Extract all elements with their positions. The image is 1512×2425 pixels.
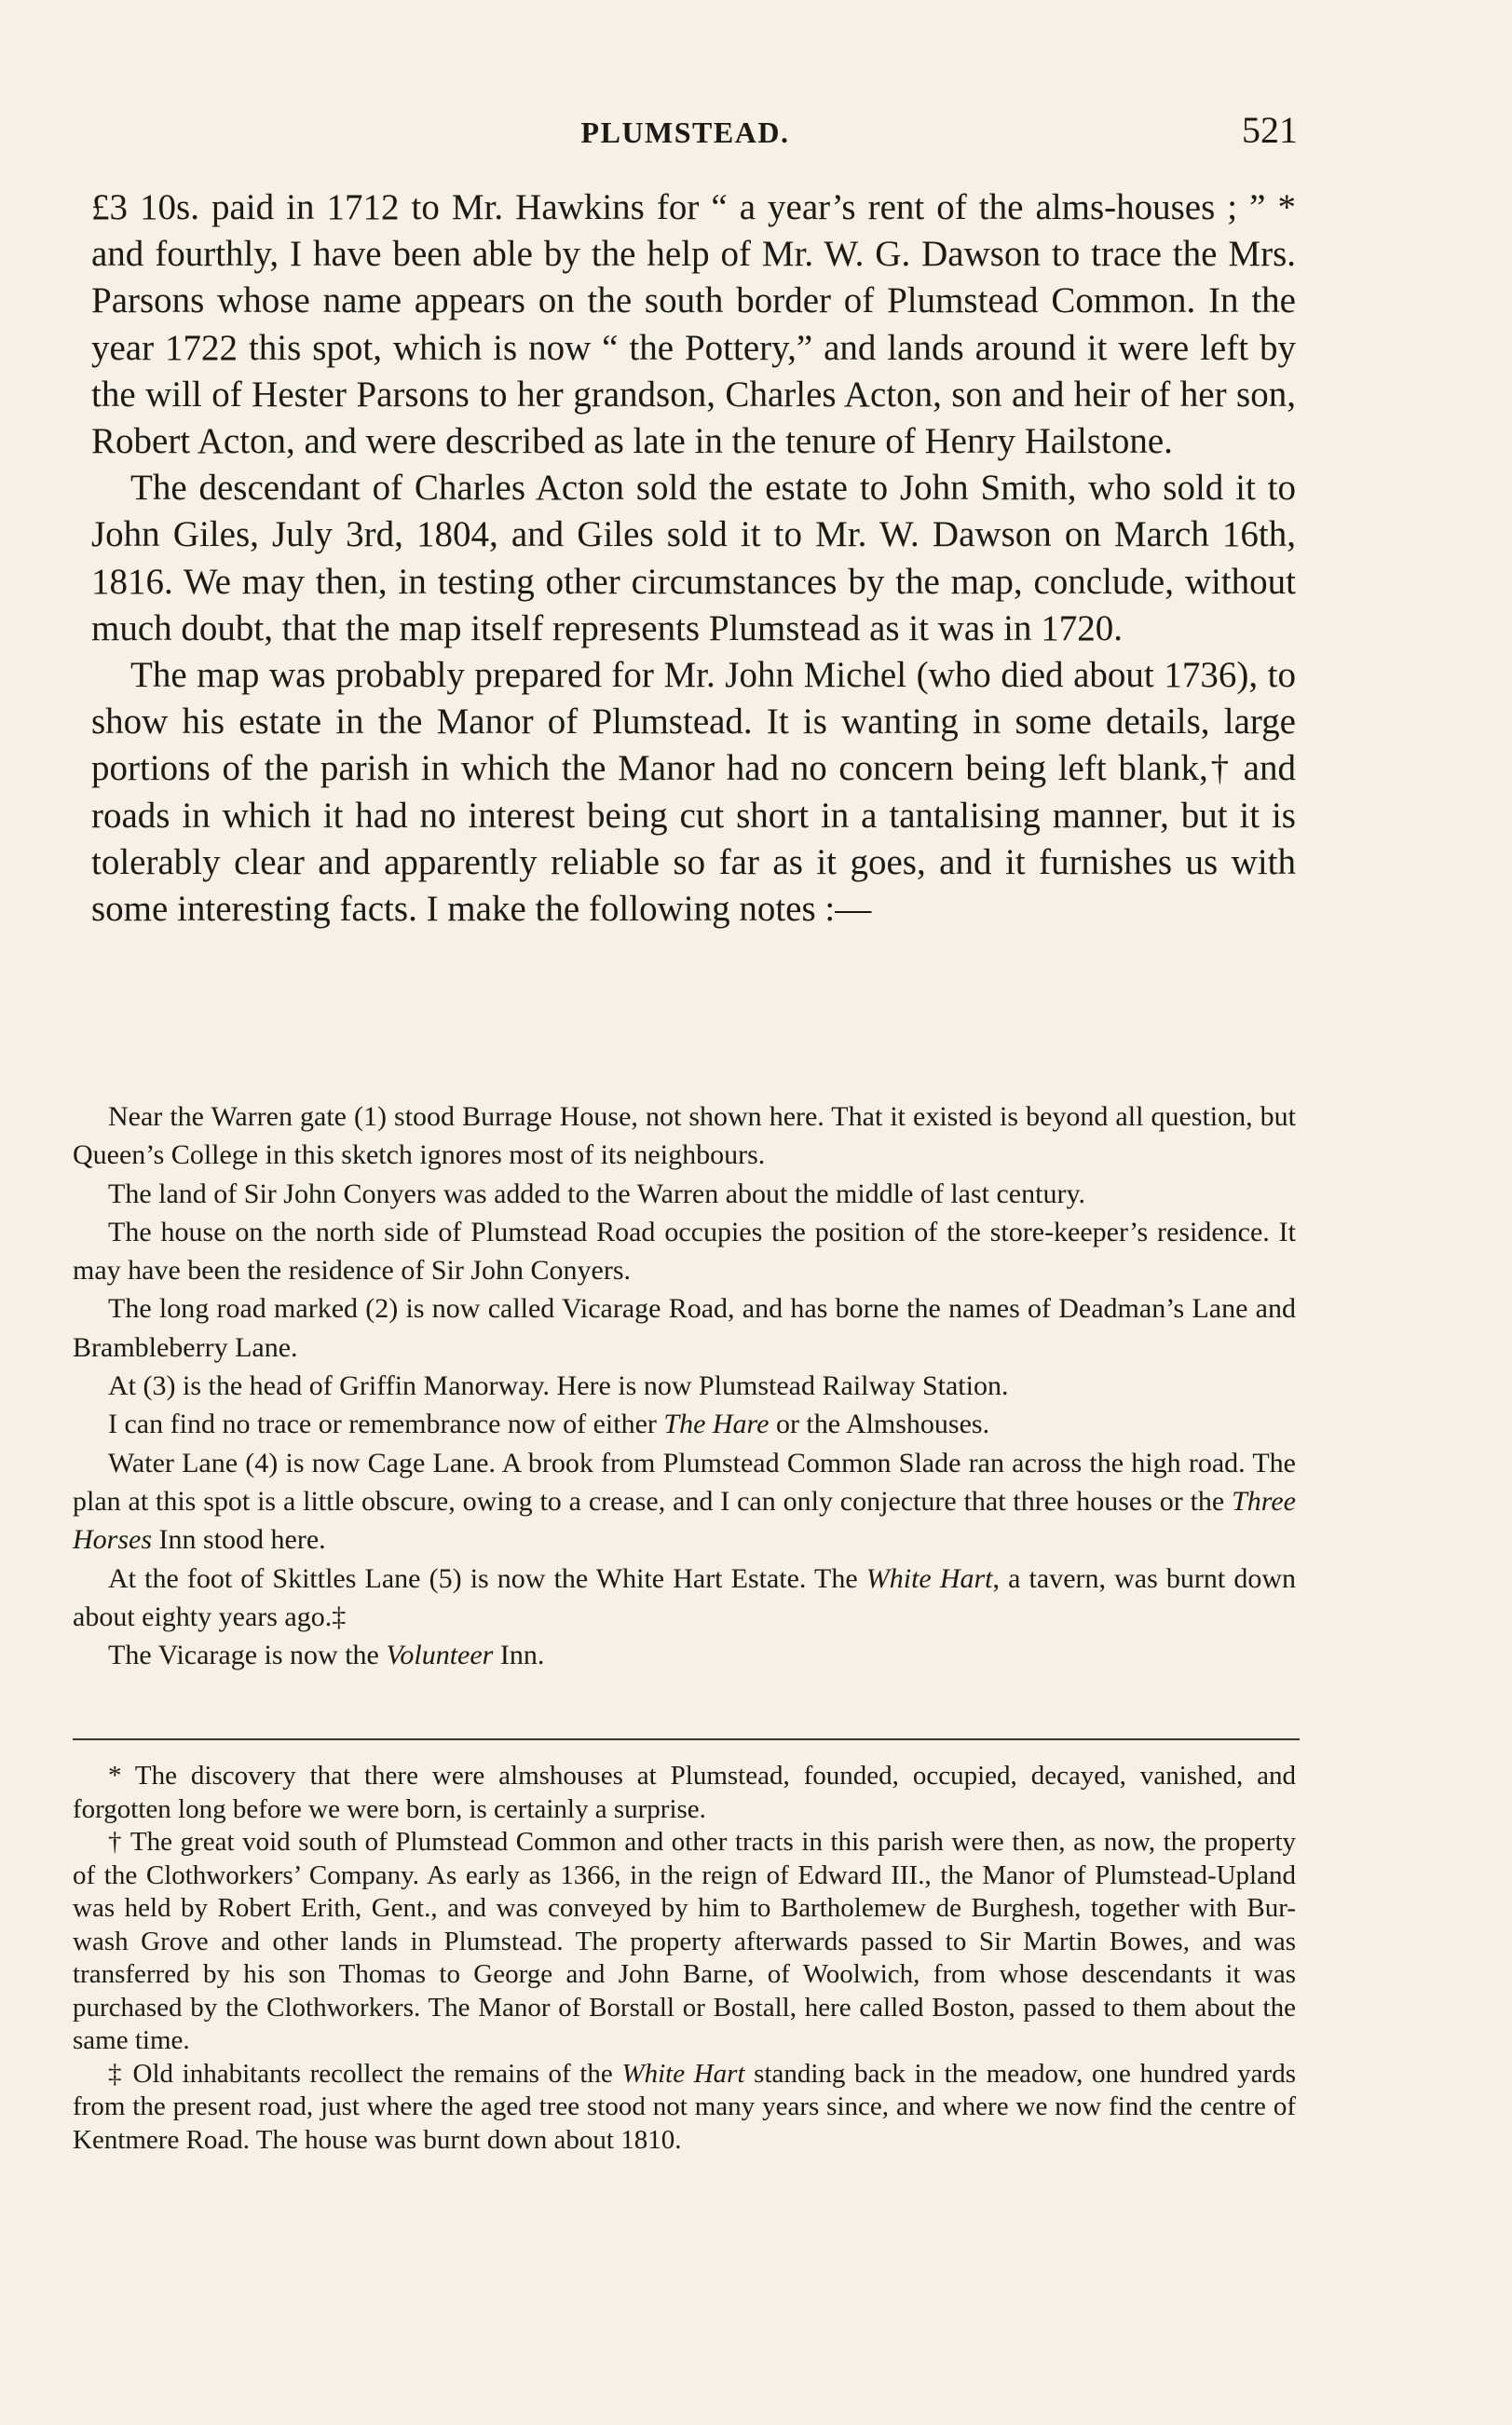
note-text: Inn. — [493, 1640, 545, 1671]
footnote-text: ‡ Old inhabitants recollect the remains of the — [108, 2058, 622, 2089]
page-header — [73, 104, 1298, 160]
note-text: or the Almshouses. — [769, 1409, 990, 1440]
footnote-clothworkers: † The great void south of Plumstead Common and other tracts in this parish were then, as now, the property of the Clothworkers’ Company. As early as 1366, in the reign of Edward III., the Manor of Plumstead-Upland was held by Robert Erith, Gent., and was conveyed by him to Bartholemew de Burghesh, together with Bur-wash Grove and other lands in Plumstead. The property afterwards passed to Sir Martin Bowes, and was transferred by his son Thomas to George and John Barne, of Woolwich, from whose descendants it was purchased by the Clothworkers. The Manor of Borstall or Bostall, here called Boston, passed to them about the same time. — [73, 1827, 1296, 2055]
note-vicarage-road: The long road marked (2) is now called Vicarage Road, and has borne the names of Deadman’s Lane and Brambleberry Lane. — [73, 1293, 1296, 1363]
note-water-lane — [73, 1444, 1296, 1560]
note-italic: White Hart — [865, 1562, 993, 1594]
note-storekeeper-house: The house on the north side of Plumstead Road occupies the position of the store-keeper’s residence. It may have been the residence of Sir John Conyers. — [73, 1216, 1296, 1287]
note-text: Inn stood here. — [152, 1524, 326, 1556]
footnote-text: standing back in the meadow, one hundred yards from the present road, just where the aged tree stood not many years since, and where we now find the centre of Kentmere Road. The house was burnt down about 1810. — [73, 2058, 1296, 2155]
footnote-white-hart — [73, 2058, 1296, 2158]
note-text: I can find no trace or remembrance now of either — [108, 1409, 664, 1440]
note-vicarage — [73, 1636, 1296, 1674]
note-text: The Vicarage is now the — [108, 1640, 387, 1671]
paragraph-3: The map was probably prepared for Mr. John Michel (who died about 1736), to show his estate in the Manor of Plumstead. It is wanting in some details, large portions of the parish in which the Manor had no concern being left blank,† and roads in which it had no interest being cut short in a tantalising manner, but it is tolerably clear and apparently reliable so far as it goes, and it furnishes us with some interesting facts. I make the following notes :— — [91, 655, 1296, 930]
footnote-almshouses: * The discovery that there were almshouses at Plumstead, founded, occupied, decayed, vanished, and forgotten long before we were born, is certainly a surprise. — [73, 1761, 1296, 1824]
note-text: At the foot of Skittles Lane (5) is now the White Hart Estate. The — [108, 1562, 866, 1594]
page-number: 521 — [1242, 109, 1298, 151]
note-text: , a tavern, was burnt down about eighty years ago.‡ — [73, 1562, 1296, 1632]
note-italic: Three Horses — [73, 1485, 1296, 1556]
main-text — [91, 184, 1296, 933]
note-hare-almshouses — [73, 1405, 1296, 1443]
footnote-divider — [73, 1738, 1300, 1740]
note-conyers-land: The land of Sir John Conyers was added to the Warren about the middle of last century. — [108, 1178, 1085, 1209]
note-skittles-lane — [73, 1560, 1296, 1637]
footnotes — [73, 1760, 1296, 2157]
footnote-italic: White Hart — [621, 2058, 745, 2089]
note-griffin-manorway: At (3) is the head of Griffin Manorway. Here is now Plumstead Railway Station. — [108, 1370, 1009, 1402]
running-title: PLUMSTEAD. — [580, 116, 790, 149]
map-notes — [73, 1097, 1296, 1674]
note-text: Water Lane (4) is now Cage Lane. A brook from Plumstead Common Slade ran across the high road. The plan at this spot is a little obscure, owing to a crease, and I can only conjecture that three houses or the — [73, 1447, 1296, 1517]
paragraph-1: £3 10s. paid in 1712 to Mr. Hawkins for “ a year’s rent of the alms-houses ; ” * and fourthly, I have been able by the help of Mr. W. G. Dawson to trace the Mrs. Parsons whose name appears on the south border of Plumstead Common. In the year 1722 this spot, which is now “ the Pottery,” and lands around it were left by the will of Hester Parsons to her grandson, Charles Acton, son and heir of her son, Robert Acton, and were described as late in the tenure of Henry Hailstone. — [91, 187, 1296, 462]
note-italic: Volunteer — [386, 1640, 494, 1671]
note-warren-gate: Near the Warren gate (1) stood Burrage House, not shown here. That it existed is beyond all question, but Queen’s College in this sketch ignores most of its neighbours. — [73, 1101, 1296, 1171]
note-italic: The Hare — [663, 1409, 770, 1440]
paragraph-2: The descendant of Charles Acton sold the estate to John Smith, who sold it to John Giles, July 3rd, 1804, and Giles sold it to Mr. W. Dawson on March 16th, 1816. We may then, in testing other circumstances by the map, conclude, without much doubt, that the map itself represents Plumstead as it was in 1720. — [91, 468, 1296, 648]
